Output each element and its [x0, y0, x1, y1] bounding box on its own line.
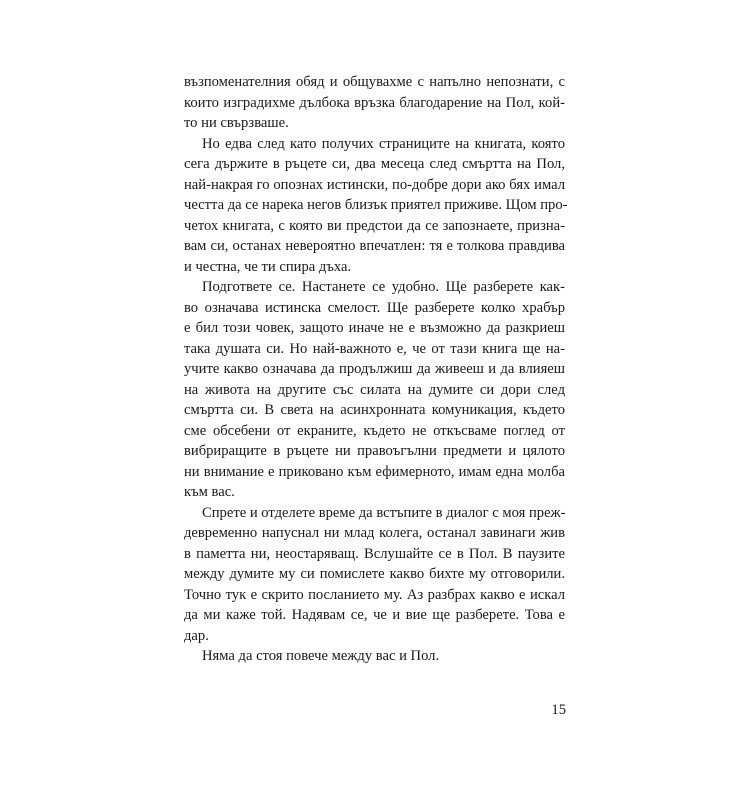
text-line: вибриращите в ръцете ни правоъгълни предмети и цялото: [184, 443, 565, 459]
text-line: Точно тук е скрито посланието му. Аз разбрах какво е искал: [184, 586, 565, 603]
text-line: честта да се нарека негов близък приятел приживе. Щом про-: [184, 197, 568, 213]
text-line: Спрете и отделете време да встъпите в диалог с моя преж-: [202, 504, 566, 521]
text-line: така душата си. Но най-важното е, че от тази книга ще на-: [184, 340, 565, 357]
text-line: четох книгата, с която ви предстои да се запознаете, призна-: [184, 217, 565, 234]
body-text: [184, 72, 568, 667]
text-line: ни внимание е приковано към ефимерното, имам една молба: [184, 463, 565, 480]
text-line: сме обсебени от екраните, където не откъсваме поглед от: [184, 422, 565, 439]
text-line: между думите му си помислете какво бихте му отговорили.: [184, 566, 565, 582]
page-number: 15: [551, 702, 566, 718]
text-line: то ни свързваше.: [184, 115, 289, 131]
text-line: учите какво означава да продължиш да живееш и да влияеш: [184, 361, 565, 377]
text-line: Няма да стоя повече между вас и Пол.: [202, 648, 440, 664]
text-line: Но едва след като получих страниците на книгата, която: [202, 135, 565, 152]
text-line: и честна, че ти спира дъха.: [184, 258, 352, 275]
text-line: во означава истинска смелост. Ще разберете колко храбър: [184, 299, 565, 316]
text-line: девременно напуснал ни млад колега, останал завинаги жив: [184, 525, 565, 541]
text-line: вам си, останах невероятно впечатлен: тя е толкова правдива: [184, 238, 565, 254]
text-line: да ми каже той. Надявам се, че и вие ще разберете. Това е: [184, 607, 565, 623]
text-line: които изградихме дълбока връзка благодарение на Пол, кой-: [184, 94, 565, 111]
text-line: е бил този човек, защото иначе не е възможно да разкриеш: [184, 320, 565, 336]
text-line: Подгответе се. Настанете се удобно. Ще разберете как-: [202, 279, 565, 295]
text-line: най-накрая го опознах истински, по-добре дори ако бях имал: [184, 176, 565, 193]
text-line: смъртта си. В света на асинхронната комуникация, където: [184, 402, 565, 418]
text-line: в паметта ни, неостаряващ. Вслушайте се в Пол. В паузите: [184, 545, 565, 562]
text-line: дар.: [184, 627, 209, 644]
text-line: към вас.: [184, 484, 235, 500]
text-line: сега държите в ръцете си, два месеца след смъртта на Пол,: [184, 156, 565, 172]
text-line: възпоменателния обяд и общувахме с напълно непознати, с: [184, 74, 565, 90]
text-line: на живота на другите със силата на думите си дори след: [184, 381, 565, 398]
